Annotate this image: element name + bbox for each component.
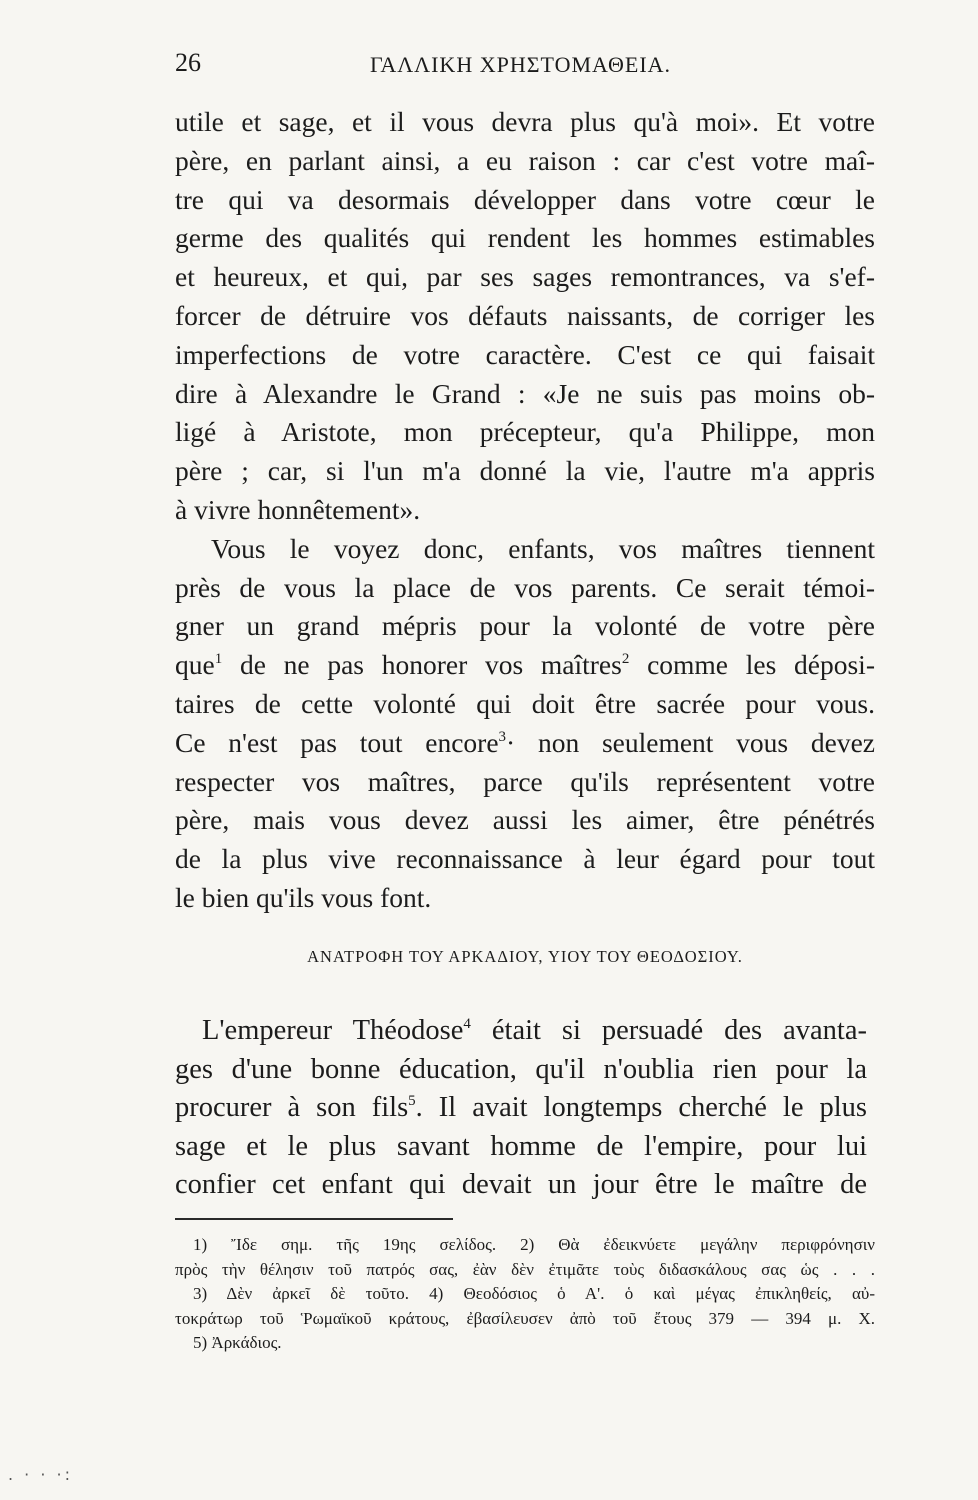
text-line-with-notes xyxy=(175,646,875,685)
text-line: ligé à Aristote, mon précepteur, qu'a Philippe, mon xyxy=(175,416,875,448)
text-line: imperfections de votre caractère. C'est ce qui faisait xyxy=(175,338,875,370)
running-head: ΓΑΛΛΙΚΗ ΧΡΗΣΤΟΜΑΘΕΙΑ. xyxy=(370,52,672,77)
footnote-ref: 1 xyxy=(214,651,223,668)
text-line: de la plus vive reconnaissance à leur égard pour tout xyxy=(175,843,875,875)
text-line: respecter vos maîtres, parce qu'ils représentent votre xyxy=(175,765,875,797)
footnote-line: 5) Ἀρκάδιος. xyxy=(193,1333,282,1352)
text-line: père ; car, si l'un m'a donné la vie, l'autre m'a appris xyxy=(175,455,875,487)
footnote-line: πρὸς τὴν θέλησιν τοῦ πατρός σας, ἐὰν δὲν ἐτιμᾶτε τοὺς διδασκάλους σας ὡς . . . xyxy=(175,1259,875,1279)
text-segment: procurer à son fils xyxy=(175,1092,409,1123)
text-line-with-notes xyxy=(175,1012,867,1051)
text-line-with-notes xyxy=(175,724,875,763)
text-line: forcer de détruire vos défauts naissants, de corriger les xyxy=(175,299,875,331)
text-segment: · non seulement vous devez xyxy=(506,726,876,758)
text-segment: comme les déposi- xyxy=(629,649,875,681)
page-header xyxy=(175,48,875,88)
text-line: tre qui va desormais développer dans votre cœur le xyxy=(175,183,875,215)
text-line: germe des qualités qui rendent les hommes estimables xyxy=(175,222,875,254)
footnote-ref: 2 xyxy=(621,651,630,668)
text-line: utile et sage, et il vous devra plus qu'à moi». Et votre xyxy=(175,106,875,137)
footnotes xyxy=(175,1233,875,1356)
text-line: sage et le plus savant homme de l'empire, pour lui xyxy=(175,1130,867,1162)
text-line: taires de cette volonté qui doit être sacrée pour vous. xyxy=(175,687,875,719)
section-2-text xyxy=(175,1012,867,1205)
text-segment: que xyxy=(175,649,215,681)
footnote-line: 1) Ἴδε σημ. τῆς 19ης σελίδος. 2) Θὰ ἐδεικνύετε μεγάλην περιφρόνησιν xyxy=(193,1235,875,1254)
text-line: à vivre honnêtement». xyxy=(175,493,421,525)
text-line: près de vous la place de vos parents. Ce serait témoi- xyxy=(175,571,875,603)
text-line: Vous le voyez donc, enfants, vos maîtres tiennent xyxy=(211,532,875,564)
text-line-with-notes xyxy=(175,1089,867,1128)
footnote-divider xyxy=(175,1218,453,1220)
text-line: et heureux, et qui, par ses sages remontrances, va s'ef- xyxy=(175,261,875,293)
text-line: gner un grand mépris pour la volonté de votre père xyxy=(175,610,875,642)
text-line: père, mais vous devez aussi les aimer, être pénétrés xyxy=(175,804,875,836)
margin-marks: . · · ·: xyxy=(8,1465,73,1484)
footnote-ref: 4 xyxy=(463,1016,471,1032)
footnote-line: 3) Δὲν ἀρκεῖ δὲ τοῦτο. 4) Θεοδόσιος ὁ Α'. ὁ καὶ μέγας ἐπικληθείς, αὐ- xyxy=(193,1284,875,1303)
text-line: dire à Alexandre le Grand : «Je ne suis pas moins ob- xyxy=(175,377,875,409)
page-number: 26 xyxy=(175,48,201,77)
text-segment: . Il avait longtemps cherché le plus xyxy=(415,1092,867,1123)
text-line: confier cet enfant qui devait un jour être le maître de xyxy=(175,1169,867,1200)
section-1-text xyxy=(175,103,875,918)
footnote-ref: 3 xyxy=(498,728,507,745)
text-line: père, en parlant ainsi, a eu raison : car c'est votre maî- xyxy=(175,144,875,176)
footnote-line: τοκράτωρ τοῦ Ῥωμαϊκοῦ κράτους, ἐβασίλευσεν ἀπὸ τοῦ ἔτους 379 — 394 μ. Χ. xyxy=(175,1308,875,1328)
text-segment: Ce n'est pas tout encore xyxy=(175,726,499,758)
text-line: le bien qu'ils vous font. xyxy=(175,881,432,913)
text-segment: L'empereur Théodose xyxy=(202,1015,464,1046)
text-segment: de ne pas honorer vos maîtres xyxy=(222,649,622,681)
section-heading: ΑΝΑΤΡΟΦΗ ΤΟΥ ΑΡΚΑΔΙΟΥ, ΥΙΟΥ ΤΟΥ ΘΕΟΔΟΣΙΟΥ. xyxy=(307,947,743,966)
text-line: ges d'une bonne éducation, qu'il n'oublia rien pour la xyxy=(175,1053,867,1085)
footnote-ref: 5 xyxy=(408,1093,416,1109)
text-segment: était si persuadé des avanta- xyxy=(470,1015,867,1046)
